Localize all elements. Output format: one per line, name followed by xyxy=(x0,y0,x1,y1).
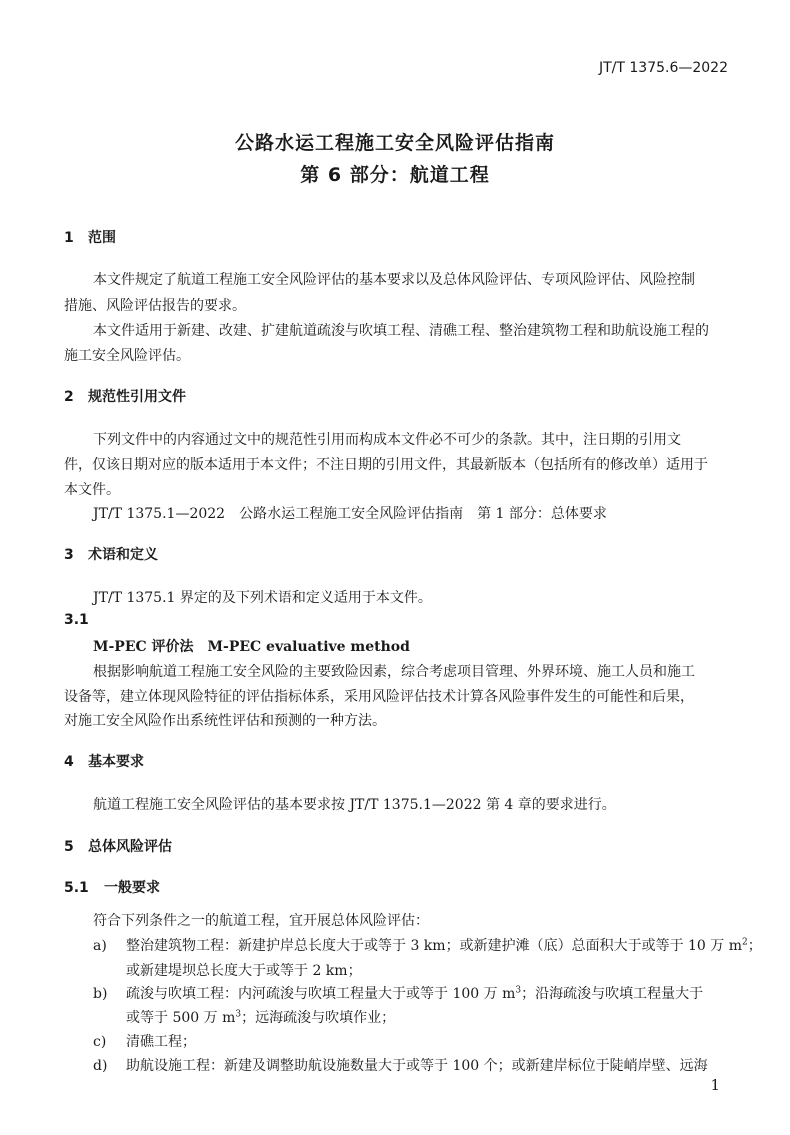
section-title: 基本要求 xyxy=(88,754,144,770)
superscript: 3 xyxy=(515,985,522,996)
list-label: d) xyxy=(93,1058,108,1074)
list-label: c) xyxy=(93,1034,107,1050)
list-item-c xyxy=(93,1031,196,1051)
definition-line: 对施工安全风险作出系统性评估和预测的一种方法。 xyxy=(64,713,386,729)
section-title: 范围 xyxy=(88,230,116,246)
section-number: 5 xyxy=(64,839,74,855)
subsection-number: 5.1 xyxy=(64,880,89,896)
definition-line: 根据影响航道工程施工安全风险的主要致险因素，综合考虑项目管理、外界环境、施工人员和施工 xyxy=(93,664,695,680)
list-intro: 符合下列条件之一的航道工程，宜开展总体风险评估： xyxy=(93,913,429,929)
list-text: 助航设施工程：新建及调整助航设施数量大于或等于 100 个；或新建岸标位于陡峭岸壁、远海 xyxy=(126,1058,708,1074)
section-number: 1 xyxy=(64,230,74,246)
standard-code: JT/T 1375.6—2022 xyxy=(598,60,728,76)
list-text: ；远海疏浚与吹填作业； xyxy=(241,1010,396,1026)
term-number: 3.1 xyxy=(64,612,89,628)
paragraph-line: JT/T 1375.1 界定的及下列术语和定义适用于本文件。 xyxy=(93,590,432,606)
list-item-a-continued: 或新建堤坝总长度大于或等于 2 km； xyxy=(126,963,362,979)
section-2-heading xyxy=(64,386,186,406)
list-item-b-continued xyxy=(126,1007,395,1027)
paragraph-line: 施工安全风险评估。 xyxy=(64,348,190,364)
definition-line: 设备等，建立体现风险特征的评估指标体系，采用风险评估技术计算各风险事件发生的可能性和后果， xyxy=(64,689,694,705)
list-text: ；沿海疏浚与吹填工程量大于 xyxy=(521,986,704,1002)
list-item-a xyxy=(93,935,762,955)
page-number: 1 xyxy=(710,1076,720,1094)
paragraph-line: 本文件适用于新建、改建、扩建航道疏浚与吹填工程、清礁工程、整治建筑物工程和助航设施工程的 xyxy=(93,323,709,339)
section-title: 规范性引用文件 xyxy=(88,389,186,405)
list-text: 或等于 500 万 m xyxy=(126,1010,236,1026)
list-text: 清礁工程； xyxy=(126,1034,196,1050)
document-title-line1: 公路水运工程施工安全风险评估指南 xyxy=(234,132,555,154)
list-item-b xyxy=(93,983,703,1003)
section-1-heading xyxy=(64,227,116,247)
subsection-title: 一般要求 xyxy=(104,880,160,896)
section-4-heading xyxy=(64,751,144,771)
paragraph-line: 件，仅该日期对应的版本适用于本文件；不注日期的引用文件，其最新版本（包括所有的修改单）适用于 xyxy=(64,457,708,473)
list-label: a) xyxy=(93,938,107,954)
superscript: 3 xyxy=(235,1009,242,1020)
list-text: 整治建筑物工程：新建护岸总长度大于或等于 3 km；或新建护滩（底）总面积大于或等于 10 万 m xyxy=(126,938,743,954)
list-item-d xyxy=(93,1055,708,1075)
list-text-end: ； xyxy=(747,938,762,954)
section-title: 总体风险评估 xyxy=(88,839,172,855)
section-number: 3 xyxy=(64,547,74,563)
paragraph-line: 下列文件中的内容通过文中的规范性引用而构成本文件必不可少的条款。其中，注日期的引用文 xyxy=(93,432,681,448)
paragraph-line: 本文件规定了航道工程施工安全风险评估的基本要求以及总体风险评估、专项风险评估、风险控制 xyxy=(93,272,695,288)
section-number: 4 xyxy=(64,754,74,770)
section-title: 术语和定义 xyxy=(88,547,158,563)
term-name: M-PEC 评价法 M-PEC evaluative method xyxy=(93,639,410,655)
document-title-line2: 第 6 部分：航道工程 xyxy=(300,164,490,186)
section-3-heading xyxy=(64,544,158,564)
section-5-heading xyxy=(64,836,172,856)
subsection-5-1-heading xyxy=(64,877,160,897)
list-label: b) xyxy=(93,986,108,1002)
normative-reference: JT/T 1375.1—2022 公路水运工程施工安全风险评估指南 第 1 部分：总体要求 xyxy=(93,506,607,522)
list-text: 疏浚与吹填工程：内河疏浚与吹填工程量大于或等于 100 万 m xyxy=(126,986,516,1002)
section-number: 2 xyxy=(64,389,74,405)
paragraph-line: 本文件。 xyxy=(64,482,120,498)
superscript: 2 xyxy=(742,937,748,948)
paragraph-line: 航道工程施工安全风险评估的基本要求按 JT/T 1375.1—2022 第 4 章的要求进行。 xyxy=(93,797,616,813)
paragraph-line: 措施、风险评估报告的要求。 xyxy=(64,298,246,314)
